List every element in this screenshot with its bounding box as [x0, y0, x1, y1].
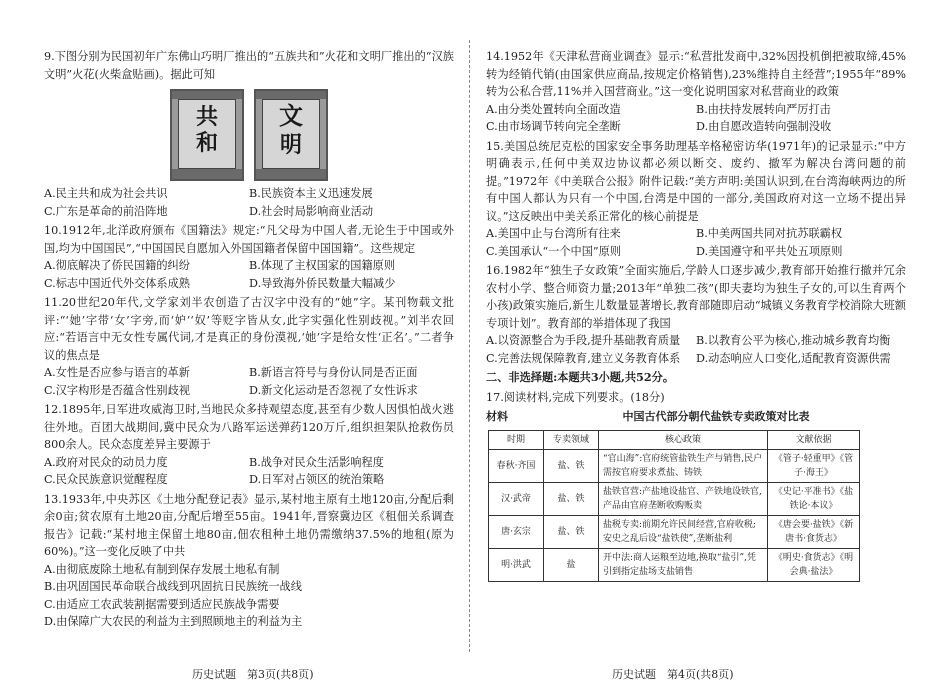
- option-a[interactable]: A.彻底解决了侨民国籍的纠纷: [44, 259, 190, 272]
- option-d[interactable]: D.由保障广大农民的利益为主到照顾地主的利益为主: [44, 615, 303, 628]
- table-row: [489, 515, 860, 548]
- cell-field: 盐: [544, 548, 599, 581]
- poster-character: 和: [195, 130, 218, 156]
- matchbox-images: [44, 89, 454, 181]
- question-stem: 10.1912年,北洋政府颁布《国籍法》规定:“凡父母为中国人者,无论生于中国或外国,均为中国国民”,“中国国民自愿加入外国国籍者保留中国国籍”。这些规定: [44, 224, 454, 255]
- poster-character: 明: [279, 132, 302, 158]
- options: [486, 225, 906, 260]
- question-10: [44, 222, 454, 292]
- option-a[interactable]: A.民主共和成为社会共识: [44, 187, 168, 200]
- matchbox-poster-wenming: [254, 89, 328, 181]
- options: [44, 561, 454, 631]
- page-footer-left: 历史试题 第3页(共8页): [192, 668, 314, 681]
- cell-source: 《管子·轻重甲》《管子·海王》: [768, 449, 860, 482]
- option-c[interactable]: C.由市场调节转向完全垄断: [486, 120, 621, 133]
- poster-character: 文: [279, 101, 303, 130]
- cell-field: 盐、铁: [544, 449, 599, 482]
- option-a[interactable]: A.由彻底废除土地私有制到保存发展土地私有制: [44, 562, 280, 576]
- cell-source: 《唐会要·盐铁》《新唐书·食货志》: [768, 515, 860, 548]
- option-b[interactable]: B.体现了主权国家的国籍原则: [249, 259, 396, 272]
- option-c[interactable]: C.由适应工农武装割据需要到适应民族战争需要: [44, 597, 280, 611]
- col-header-policy: 核心政策: [599, 430, 768, 449]
- question-13: [44, 491, 454, 631]
- options: [44, 454, 454, 489]
- option-c[interactable]: C.广东是革命的前沿阵地: [44, 204, 168, 218]
- option-b[interactable]: B.由扶持发展转向严厉打击: [696, 102, 831, 116]
- salt-iron-policy-table: [488, 430, 860, 582]
- option-d[interactable]: D.社会时局影响商业活动: [249, 204, 374, 218]
- cell-period: 唐·玄宗: [489, 515, 544, 548]
- option-d[interactable]: D.导致海外侨民数量大幅减少: [249, 276, 396, 290]
- option-b[interactable]: B.由巩固国民革命联合战线到巩固抗日民族统一战线: [44, 580, 302, 593]
- options: [44, 185, 454, 220]
- question-12: [44, 401, 454, 489]
- material-header: [486, 408, 906, 426]
- question-stem: 16.1982年“独生子女政策”全面实施后,学龄人口逐步减少,教育部开始推行撤并冗余农村小学、整合师资力量;2013年“单独二孩”(即夫妻均为独生子女的,可以生育两个小孩)政策实施后,新生儿数量显著增长,教育部随即启动“城镇义务教育学校消除大班额专项计划”。教育部的举措体现了我国: [486, 264, 906, 330]
- option-d[interactable]: D.新文化运动是否忽视了女性诉求: [249, 383, 418, 397]
- options: [486, 332, 906, 367]
- matchbox-poster-gonghe: [170, 89, 244, 181]
- table-row: [489, 548, 860, 581]
- question-11: [44, 294, 454, 399]
- cell-period: 汉·武帝: [489, 482, 544, 515]
- option-c[interactable]: C.汉字构形是否蕴含性别歧视: [44, 383, 190, 397]
- option-a[interactable]: A.美国中止与台湾所有往来: [486, 227, 621, 240]
- cell-policy: 盐税专卖:前期允许民间经营,官府收税;安史之乱后设“盐铁使”,垄断盐利: [599, 515, 768, 548]
- question-14: [486, 48, 906, 136]
- option-b[interactable]: B.民族资本主义迅速发展: [249, 187, 373, 200]
- option-d[interactable]: D.动态响应人口变化,适配教育资源供需: [696, 351, 891, 365]
- col-header-period: 时期: [489, 430, 544, 449]
- table-header-row: [489, 430, 860, 449]
- option-c[interactable]: C.标志中国近代外交体系成熟: [44, 276, 190, 290]
- option-b[interactable]: B.中美两国共同对抗苏联霸权: [696, 227, 843, 240]
- cell-field: 盐、铁: [544, 515, 599, 548]
- option-c[interactable]: C.完善法规保障教育,建立义务教育体系: [486, 351, 681, 365]
- options: [44, 257, 454, 292]
- cell-period: 明·洪武: [489, 548, 544, 581]
- poster-character: 共: [195, 104, 218, 130]
- cell-policy: “官山海”:官府统管盐铁生产与销售,民户需按官府要求煮盐、铸铁: [599, 449, 768, 482]
- question-stem: 15.美国总统尼克松的国家安全事务助理基辛格秘密访华(1971年)的记录显示:“中方明确表示,任何中美双边协议都必须以断交、废约、撤军为解决台湾问题的前提。”1972年《中美联合公报》附件记载:“美方声明:美国认识到,在台湾海峡两边的所有中国人都认为只有一个中国,台湾是中国的一部分,美国政府对这一立场不提出异议。”这反映出中美关系正常化的核心前提是: [486, 139, 906, 223]
- section-heading: 二、非选择题:本题共3小题,共52分。: [486, 370, 675, 384]
- option-a[interactable]: A.政府对民众的动员力度: [44, 455, 168, 469]
- question-stem: 9.下图分别为民国初年广东佛山巧明厂推出的“五族共和”火花和文明厂推出的“汉族文明”火花(火柴盒贴画)。据此可知: [44, 50, 454, 81]
- option-a[interactable]: A.以资源整合为手段,提升基础教育质量: [486, 334, 681, 347]
- options: [486, 101, 906, 136]
- material-label: 材料: [486, 410, 508, 423]
- option-a[interactable]: A.女性是否应参与语言的革新: [44, 366, 190, 379]
- cell-source: 《史记·平准书》《盐铁论·本议》: [768, 482, 860, 515]
- question-stem: 13.1933年,中央苏区《土地分配登记表》显示,某村地主原有土地120亩,分配后剩余0亩;贫农原有土地20亩,分配后增至55亩。1941年,晋察冀边区《租佃关系调查报告》记载:“某村地主保留土地80亩,佃农租种土地仍需缴纳37.5%的地租(原为60%)。”这一变化反映了中共: [44, 492, 454, 558]
- cell-period: 春秋·齐国: [489, 449, 544, 482]
- question-stem: 14.1952年《天津私营商业调查》显示:“私营批发商中,32%因投机倒把被取缔,45%转为经销代销(由国家供应商品,按规定价格销售),23%维持自主经营”;1955年“89%转为公私合营,11%并入国营商业。”这一变化说明国家对私营商业的政策: [486, 50, 906, 98]
- table-row: [489, 449, 860, 482]
- option-c[interactable]: C.民众民族意识觉醒程度: [44, 473, 168, 486]
- right-page: [486, 48, 906, 582]
- question-16: [486, 262, 906, 367]
- page-divider: [469, 40, 470, 652]
- question-15: [486, 138, 906, 261]
- cell-source: 《明史·食货志》《明会典·盐法》: [768, 548, 860, 581]
- option-b[interactable]: B.以教育公平为核心,推动城乡教育均衡: [696, 334, 891, 347]
- col-header-field: 专卖领域: [544, 430, 599, 449]
- option-b[interactable]: B.新语言符号与身份认同是否正面: [249, 366, 418, 379]
- cell-policy: 盐铁官营:产盐地设盐官、产铁地设铁官,产品由官府垄断收购贩卖: [599, 482, 768, 515]
- left-page: [44, 48, 454, 631]
- option-d[interactable]: D.日军对占领区的统治策略: [249, 473, 385, 486]
- options: [44, 364, 454, 399]
- col-header-source: 文献依据: [768, 430, 860, 449]
- table-title: 中国古代部分朝代盐铁专卖政策对比表: [622, 410, 810, 423]
- option-d[interactable]: D.由自愿改造转向强制没收: [696, 120, 832, 133]
- option-b[interactable]: B.战争对民众生活影响程度: [249, 455, 384, 469]
- question-stem: 11.20世纪20年代,文学家刘半农创造了古汉字中没有的“她”字。某刊物载文批评:“‘她’字带‘女’字旁,而‘妒’‘奴’等贬字皆从女,此字实强化性别歧视。”刘半农回应:“若语言中无女性专属代词,才是真正的身份漠视,‘她’字是给女性‘正名’。”二者争议的焦点是: [44, 296, 454, 362]
- cell-field: 盐、铁: [544, 482, 599, 515]
- question-9: [44, 48, 454, 220]
- cell-policy: 开中法:商人运粮至边地,换取“盐引”,凭引到指定盐场支盐销售: [599, 548, 768, 581]
- option-a[interactable]: A.由分类处置转向全面改造: [486, 102, 621, 116]
- question-17: 17.阅读材料,完成下列要求。(18分): [486, 390, 665, 404]
- option-d[interactable]: D.美国遵守和平共处五项原则: [696, 244, 843, 258]
- question-stem: 12.1895年,日军进攻威海卫时,当地民众多持观望态度,甚至有少数人因惧怕战火逃往外地。百团大战期间,冀中民众为八路军运送弹药120万斤,组织担架队抢救伤员800余人。民众态度差异主要源于: [44, 403, 454, 451]
- page-footer-right: 历史试题 第4页(共8页): [612, 668, 734, 681]
- option-c[interactable]: C.美国承认“一个中国”原则: [486, 244, 622, 258]
- table-row: [489, 482, 860, 515]
